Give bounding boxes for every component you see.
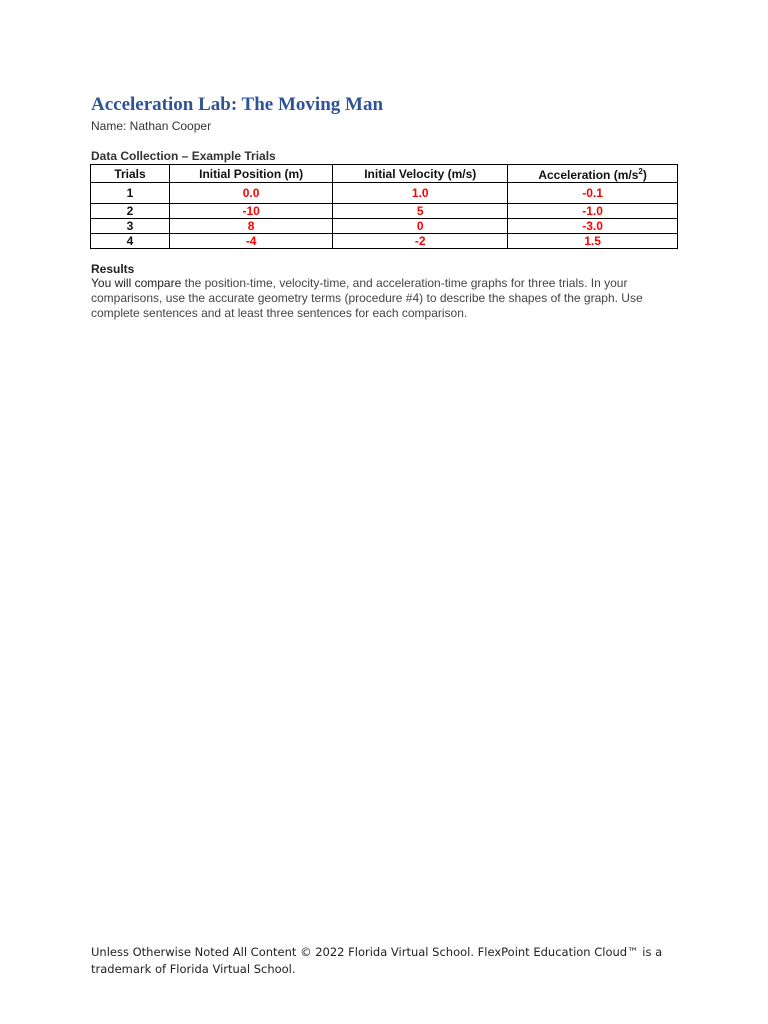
copyright-footer: Unless Otherwise Noted All Content © 2022 Florida Virtual School. FlexPoint Education Cloud™ is a trademark of Florida Virtual School.: [91, 945, 663, 976]
data-collection-heading: Data Collection – Example Trials: [91, 149, 276, 163]
trials-table: [90, 164, 678, 249]
initial-velocity-value: 1.0: [333, 183, 508, 204]
table-row: [91, 204, 678, 219]
acceleration-value: 1.5: [508, 234, 678, 249]
results-instructions: [91, 276, 671, 321]
results-lead: You will compare: [91, 276, 185, 290]
header-initial-velocity: Initial Velocity (m/s): [333, 165, 508, 183]
page-title: Acceleration Lab: The Moving Man: [91, 94, 384, 115]
trial-number: 2: [91, 204, 170, 219]
header-acceleration-close: ): [642, 168, 647, 182]
acceleration-value: -1.0: [508, 204, 678, 219]
acceleration-value: -0.1: [508, 183, 678, 204]
initial-velocity-value: -2: [333, 234, 508, 249]
header-acceleration-text: Acceleration (m/s: [538, 168, 639, 182]
results-heading: Results: [91, 262, 135, 276]
trial-number: 3: [91, 219, 170, 234]
initial-position-value: -4: [170, 234, 333, 249]
table-header-row: [91, 165, 678, 183]
acceleration-value: -3.0: [508, 219, 678, 234]
initial-position-value: -10: [170, 204, 333, 219]
initial-velocity-value: 5: [333, 204, 508, 219]
header-initial-position: Initial Position (m): [170, 165, 333, 183]
trial-number: 4: [91, 234, 170, 249]
table-row: [91, 219, 678, 234]
results-body-text: the position-time, velocity-time, and acceleration-time graphs for three trials. In your comparisons, use the accurate geometry terms (procedure #4) to describe the shapes of the graph. Use complete sentences and at least three sentences for each comparison.: [91, 276, 643, 320]
table-row: [91, 234, 678, 249]
table-row: [91, 183, 678, 204]
initial-velocity-value: 0: [333, 219, 508, 234]
student-name: Name: Nathan Cooper: [91, 119, 212, 133]
trial-number: 1: [91, 183, 170, 204]
header-acceleration-exponent: 2: [638, 167, 643, 176]
header-acceleration: [508, 165, 678, 183]
initial-position-value: 8: [170, 219, 333, 234]
initial-position-value: 0.0: [170, 183, 333, 204]
header-trials: Trials: [91, 165, 170, 183]
